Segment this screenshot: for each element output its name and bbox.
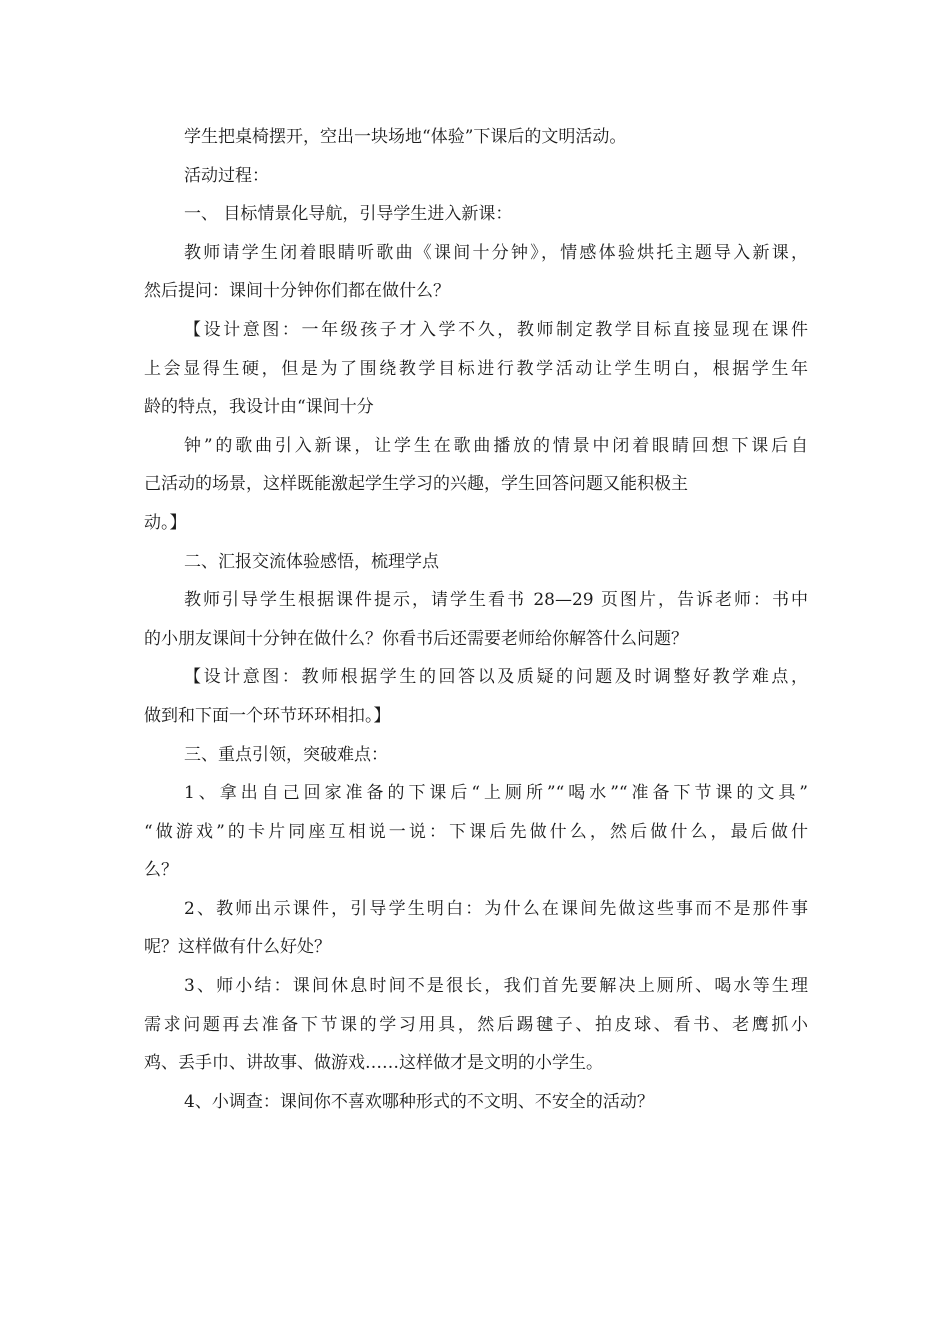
list-item-line: 需求问题再去准备下节课的学习用具，然后踢毽子、拍皮球、看书、老鹰抓小	[144, 1014, 808, 1035]
list-item-line: 呢？这样做有什么好处？	[144, 937, 331, 958]
text-line: 学生把桌椅摆开，空出一块场地“体验”下课后的文明活动。	[184, 127, 627, 147]
design-note-line: 上会显得生硬，但是为了围绕教学目标进行教学活动让学生明白，根据学生年	[144, 358, 808, 379]
list-item-line: 鸡、丢手巾、讲故事、做游戏……这样做才是文明的小学生。	[144, 1053, 603, 1074]
section-heading: 三、重点引领，突破难点：	[184, 744, 388, 765]
section-heading: 二、汇报交流体验感悟，梳理学点	[184, 551, 439, 572]
list-item-line: “做游戏”的卡片同座互相说一说：下课后先做什么，然后做什么，最后做什	[144, 821, 808, 842]
section-label: 活动过程：	[184, 165, 269, 186]
document-body	[144, 118, 808, 1121]
design-note-line: 做到和下面一个环节环环相扣。】	[144, 705, 391, 726]
design-note-line: 己活动的场景，这样既能激起学生学习的兴趣，学生回答问题又能积极主	[144, 474, 688, 495]
text-line: 教师引导学生根据课件提示，请学生看书 28—29 页图片，告诉老师：书中	[184, 590, 808, 611]
design-note-line: 【设计意图：一年级孩子才入学不久，教师制定教学目标直接显现在课件	[184, 319, 808, 340]
list-item-line: 1、拿出自己回家准备的下课后“上厕所”“喝水”“准备下节课的文具”	[184, 783, 808, 804]
list-item-line: 么？	[144, 860, 178, 881]
text-line: 的小朋友课间十分钟在做什么？你看书后还需要老师给你解答什么问题？	[144, 628, 688, 649]
list-item-line: 3、师小结：课间休息时间不是很长，我们首先要解决上厕所、喝水等生理	[184, 976, 808, 997]
text-line: 然后提问：课间十分钟你们都在做什么？	[144, 281, 450, 302]
text-line: 教师请学生闭着眼睛听歌曲《课间十分钟》，情感体验烘托主题导入新课，	[184, 242, 808, 263]
design-note-line: 动。】	[144, 512, 187, 533]
section-heading: 一、 目标情景化导航，引导学生进入新课：	[184, 204, 513, 225]
list-item-line: 2、教师出示课件，引导学生明白：为什么在课间先做这些事而不是那件事	[184, 898, 808, 919]
design-note-line: 【设计意图：教师根据学生的回答以及质疑的问题及时调整好教学难点，	[184, 667, 808, 688]
design-note-line: 钟”的歌曲引入新课，让学生在歌曲播放的情景中闭着眼睛回想下课后自	[184, 435, 808, 456]
list-item-line: 4、小调查：课间你不喜欢哪种形式的不文明、不安全的活动？	[184, 1091, 654, 1112]
design-note-line: 龄的特点，我设计由“课间十分	[144, 397, 374, 418]
